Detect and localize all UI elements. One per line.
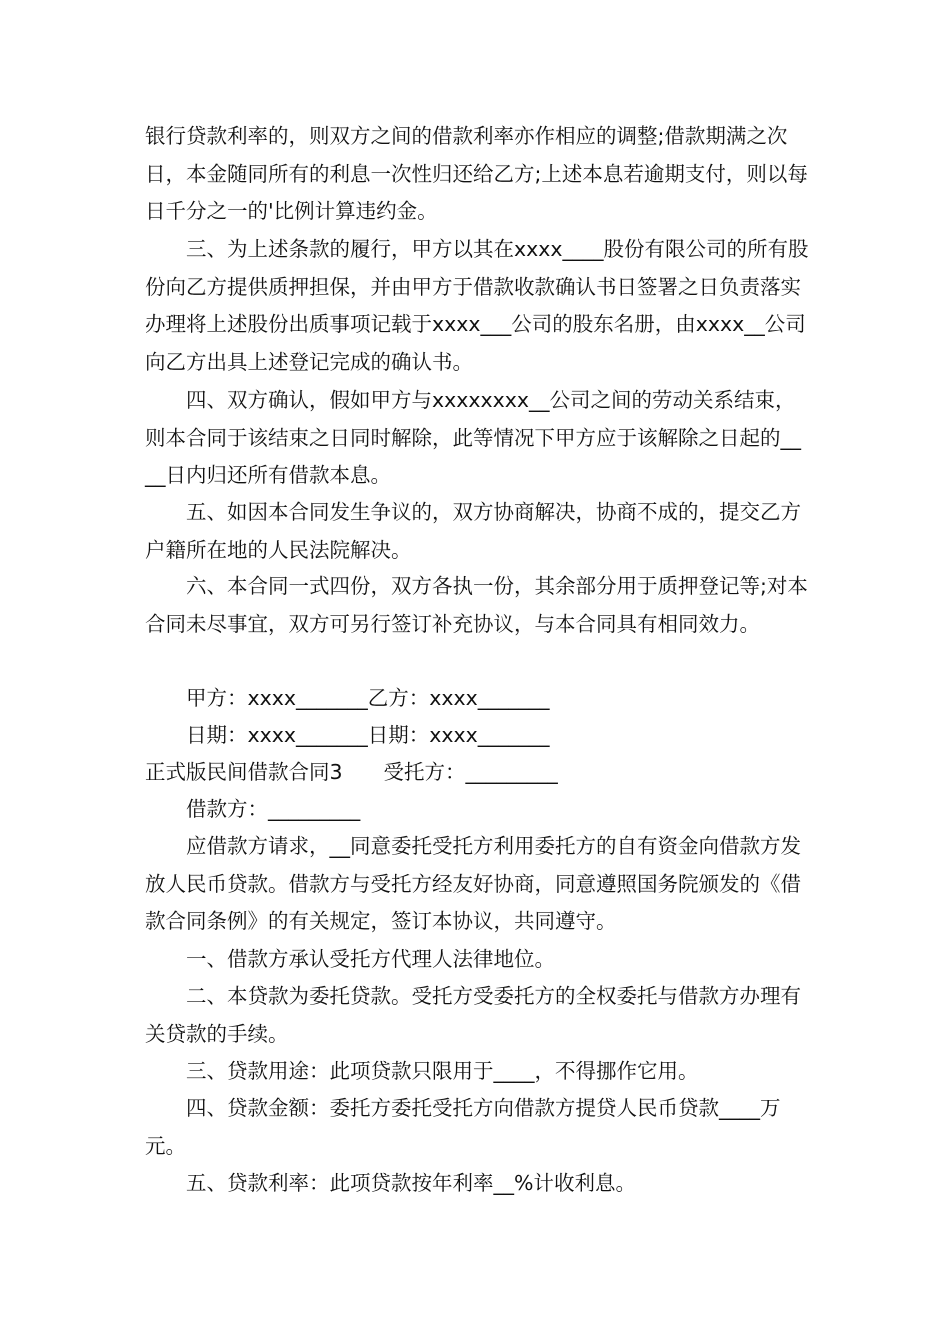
- paragraph-article-3-purpose: 三、贷款用途：此项贷款只限用于____，不得挪作它用。: [186, 1059, 699, 1083]
- signature-line-dates: 日期：xxxx_______日期：xxxx_______: [186, 723, 550, 747]
- paragraph-clause-4-termination: 四、双方确认，假如甲方与xxxxxxxx__公司之间的劳动关系结束，则本合同于该结束之日同时解除，此等情况下甲方应于该解除之日起的____日内归还所有借款本息。: [145, 388, 801, 487]
- paragraph-article-2: 二、本贷款为委托贷款。受托方受委托方的全权委托与借款方办理有关贷款的手续。: [145, 984, 801, 1046]
- paragraph-clause-3-pledge: 三、为上述条款的履行，甲方以其在xxxx____股份有限公司的所有股份向乙方提供质押担保，并由甲方于借款收款确认书日签署之日负责落实办理将上述股份出质事项记载于xxxx___公司的股东名册，由xxxx__公司向乙方出具上述登记完成的确认书。: [145, 237, 809, 374]
- paragraph-preamble: 应借款方请求，__同意委托受托方利用委托方的自有资金向借款方发放人民币贷款。借款方与受托方经友好协商，同意遵照国务院颁发的《借款合同条例》的有关规定，签订本协议，共同遵守。: [145, 834, 801, 933]
- signature-line-parties: 甲方：xxxx_______乙方：xxxx_______: [186, 686, 550, 710]
- paragraph-article-1: 一、借款方承认受托方代理人法律地位。: [186, 947, 555, 971]
- paragraph-clause-5-dispute: 五、如因本合同发生争议的，双方协商解决，协商不成的，提交乙方户籍所在地的人民法院解决。: [145, 500, 801, 562]
- paragraph-clause-6-copies: 六、本合同一式四份，双方各执一份，其余部分用于质押登记等;对本合同未尽事宜，双方可另行签订补充协议，与本合同具有相同效力。: [145, 574, 808, 636]
- paragraph-article-4-amount: 四、贷款金额：委托方委托受托方向借款方提贷人民币贷款____万元。: [145, 1096, 781, 1158]
- contract-3-title-line: 正式版民间借款合同3 受托方：_________: [145, 760, 558, 784]
- paragraph-loan-interest: 银行贷款利率的，则双方之间的借款利率亦作相应的调整;借款期满之次日，本金随同所有的利息一次性归还给乙方;上述本息若逾期支付，则以每日千分之一的'比例计算违约金。: [145, 124, 808, 223]
- paragraph-article-5-rate: 五、贷款利率：此项贷款按年利率__%计收利息。: [186, 1171, 636, 1195]
- borrower-line: 借款方：_________: [186, 797, 361, 821]
